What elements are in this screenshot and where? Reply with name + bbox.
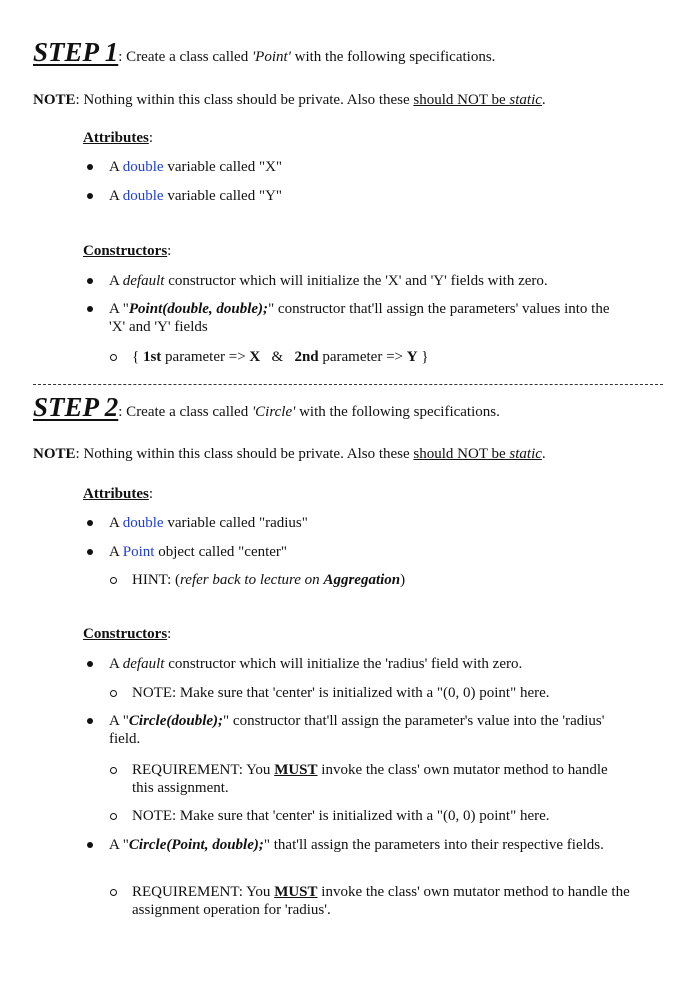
- step2-constructors-title: [83, 626, 171, 643]
- step2-constructor-radius-requirement: [132, 761, 632, 797]
- circle-bullet-icon: [110, 577, 117, 584]
- bullet-icon: [87, 520, 93, 526]
- step1-note-text: : Nothing within this class should be private. Also these: [75, 92, 414, 108]
- constructor-signature: Point(double, double);: [128, 301, 269, 317]
- constructor-pre: A ": [109, 837, 129, 853]
- constructor-signature: Circle(double);: [128, 713, 224, 729]
- requirement-must: MUST: [274, 762, 318, 778]
- constructor-note: NOTE: Make sure that 'center' is initialized with a "(0, 0) point" here.: [132, 808, 550, 824]
- section-divider: [33, 384, 663, 385]
- hint-aggregation: Aggregation: [323, 572, 401, 588]
- step1-note-static: static: [509, 92, 542, 108]
- step1-class-name: 'Point': [251, 49, 291, 65]
- constructor-pre: A ": [109, 301, 129, 317]
- step1-attributes-title: [83, 130, 153, 147]
- step1-note: [33, 92, 546, 109]
- step2-attribute-center: [109, 543, 629, 561]
- bullet-icon: [87, 549, 93, 555]
- step2-attributes-label: Attributes: [83, 486, 149, 502]
- step2-constructor-radius: [109, 712, 629, 748]
- step1-attribute-x: [109, 158, 629, 176]
- mapping-x: X: [249, 349, 261, 365]
- step1-constructor-params: [109, 300, 629, 336]
- attribute-type: double: [122, 188, 164, 204]
- step1-heading-pre: : Create a class called: [118, 49, 252, 65]
- step2-hint: [132, 571, 632, 589]
- step1-note-end: .: [541, 92, 546, 108]
- attribute-pre: A: [109, 188, 123, 204]
- step2-heading-post: with the following specifications.: [295, 404, 500, 420]
- requirement-must: MUST: [274, 884, 318, 900]
- step2-attributes-colon: :: [148, 486, 153, 502]
- step2-note-end: .: [541, 446, 546, 462]
- step2-note-label: NOTE: [33, 446, 76, 462]
- constructor-post: constructor which will initialize the 'radius' field with zero.: [164, 656, 523, 672]
- attribute-pre: A: [109, 544, 123, 560]
- mapping-y: Y: [406, 349, 418, 365]
- bullet-icon: [87, 718, 93, 724]
- constructor-pre: A: [109, 273, 123, 289]
- requirement-pre: REQUIREMENT: You: [132, 884, 275, 900]
- step2-constructors-label: Constructors: [83, 626, 168, 642]
- step1-attributes-label: Attributes: [83, 130, 149, 146]
- mapping-close: }: [417, 349, 429, 365]
- step2-heading: [33, 392, 500, 423]
- step2-constructors-colon: :: [167, 626, 172, 642]
- hint-pre: HINT: (: [132, 572, 180, 588]
- mapping-open: {: [132, 349, 143, 365]
- step1-label: STEP 1: [33, 37, 119, 67]
- step1-constructors-colon: :: [167, 243, 172, 259]
- step2-label: STEP 2: [33, 392, 119, 422]
- attribute-type: double: [122, 515, 164, 531]
- step2-constructor-default: [109, 655, 629, 673]
- step2-class-name: 'Circle': [251, 404, 296, 420]
- step1-constructors-label: Constructors: [83, 243, 168, 259]
- requirement-post: invoke the class' own mutator method to handle this assignment.: [132, 762, 608, 796]
- step2-constructor-default-note: [132, 684, 632, 702]
- mapping-text: parameter =>: [161, 349, 250, 365]
- step1-constructor-param-mapping: [132, 348, 632, 366]
- constructor-post: " that'll assign the parameters into their respective fields.: [263, 837, 604, 853]
- step2-attributes-title: [83, 486, 153, 503]
- step1-heading: [33, 37, 495, 68]
- attribute-post: variable called "Y": [163, 188, 283, 204]
- step2-constructor-point-double: [109, 836, 629, 854]
- step1-note-label: NOTE: [33, 92, 76, 108]
- step2-constructor-point-double-requirement: [132, 883, 632, 919]
- step2-heading-pre: : Create a class called: [118, 404, 252, 420]
- step2-constructor-radius-note: [132, 807, 632, 825]
- circle-bullet-icon: [110, 354, 117, 361]
- step2-note-static: static: [509, 446, 542, 462]
- attribute-type: double: [122, 159, 164, 175]
- constructor-pre: A ": [109, 713, 129, 729]
- step1-constructors-title: [83, 243, 171, 260]
- constructor-post: " constructor that'll assign the parameter's value into the 'radius' field.: [109, 713, 605, 747]
- attribute-pre: A: [109, 159, 123, 175]
- constructor-pre: A: [109, 656, 123, 672]
- step2-note-underlined: should NOT be: [413, 446, 506, 462]
- constructor-signature: Circle(Point, double);: [128, 837, 264, 853]
- step1-attributes-colon: :: [148, 130, 153, 146]
- requirement-pre: REQUIREMENT: You: [132, 762, 275, 778]
- mapping-first: 1st: [142, 349, 162, 365]
- circle-bullet-icon: [110, 690, 117, 697]
- attribute-type: Point: [122, 544, 155, 560]
- attribute-pre: A: [109, 515, 123, 531]
- attribute-post: variable called "radius": [163, 515, 308, 531]
- requirement-post: invoke the class' own mutator method to handle the assignment operation for 'radius'.: [132, 884, 630, 918]
- step1-attribute-y: [109, 187, 629, 205]
- bullet-icon: [87, 193, 93, 199]
- step1-constructor-default: [109, 272, 629, 290]
- step2-note: [33, 446, 546, 463]
- mapping-amp: &: [260, 349, 295, 365]
- constructor-post: constructor which will initialize the 'X' and 'Y' fields with zero.: [164, 273, 548, 289]
- circle-bullet-icon: [110, 767, 117, 774]
- hint-italic: refer back to lecture on: [180, 572, 324, 588]
- attribute-post: variable called "X": [163, 159, 283, 175]
- bullet-icon: [87, 661, 93, 667]
- bullet-icon: [87, 306, 93, 312]
- step1-note-underlined: should NOT be: [413, 92, 506, 108]
- bullet-icon: [87, 278, 93, 284]
- attribute-post: object called "center": [154, 544, 288, 560]
- mapping-text: parameter =>: [318, 349, 407, 365]
- bullet-icon: [87, 842, 93, 848]
- step2-attribute-radius: [109, 514, 629, 532]
- step2-note-text: : Nothing within this class should be private. Also these: [75, 446, 414, 462]
- circle-bullet-icon: [110, 889, 117, 896]
- constructor-post: " constructor that'll assign the parameters' values into the 'X' and 'Y' fields: [109, 301, 610, 335]
- constructor-note: NOTE: Make sure that 'center' is initialized with a "(0, 0) point" here.: [132, 685, 550, 701]
- bullet-icon: [87, 164, 93, 170]
- constructor-default-word: default: [122, 273, 165, 289]
- constructor-default-word: default: [122, 656, 165, 672]
- mapping-second: 2nd: [294, 349, 319, 365]
- circle-bullet-icon: [110, 813, 117, 820]
- hint-post: ): [400, 572, 406, 588]
- step1-heading-post: with the following specifications.: [290, 49, 496, 65]
